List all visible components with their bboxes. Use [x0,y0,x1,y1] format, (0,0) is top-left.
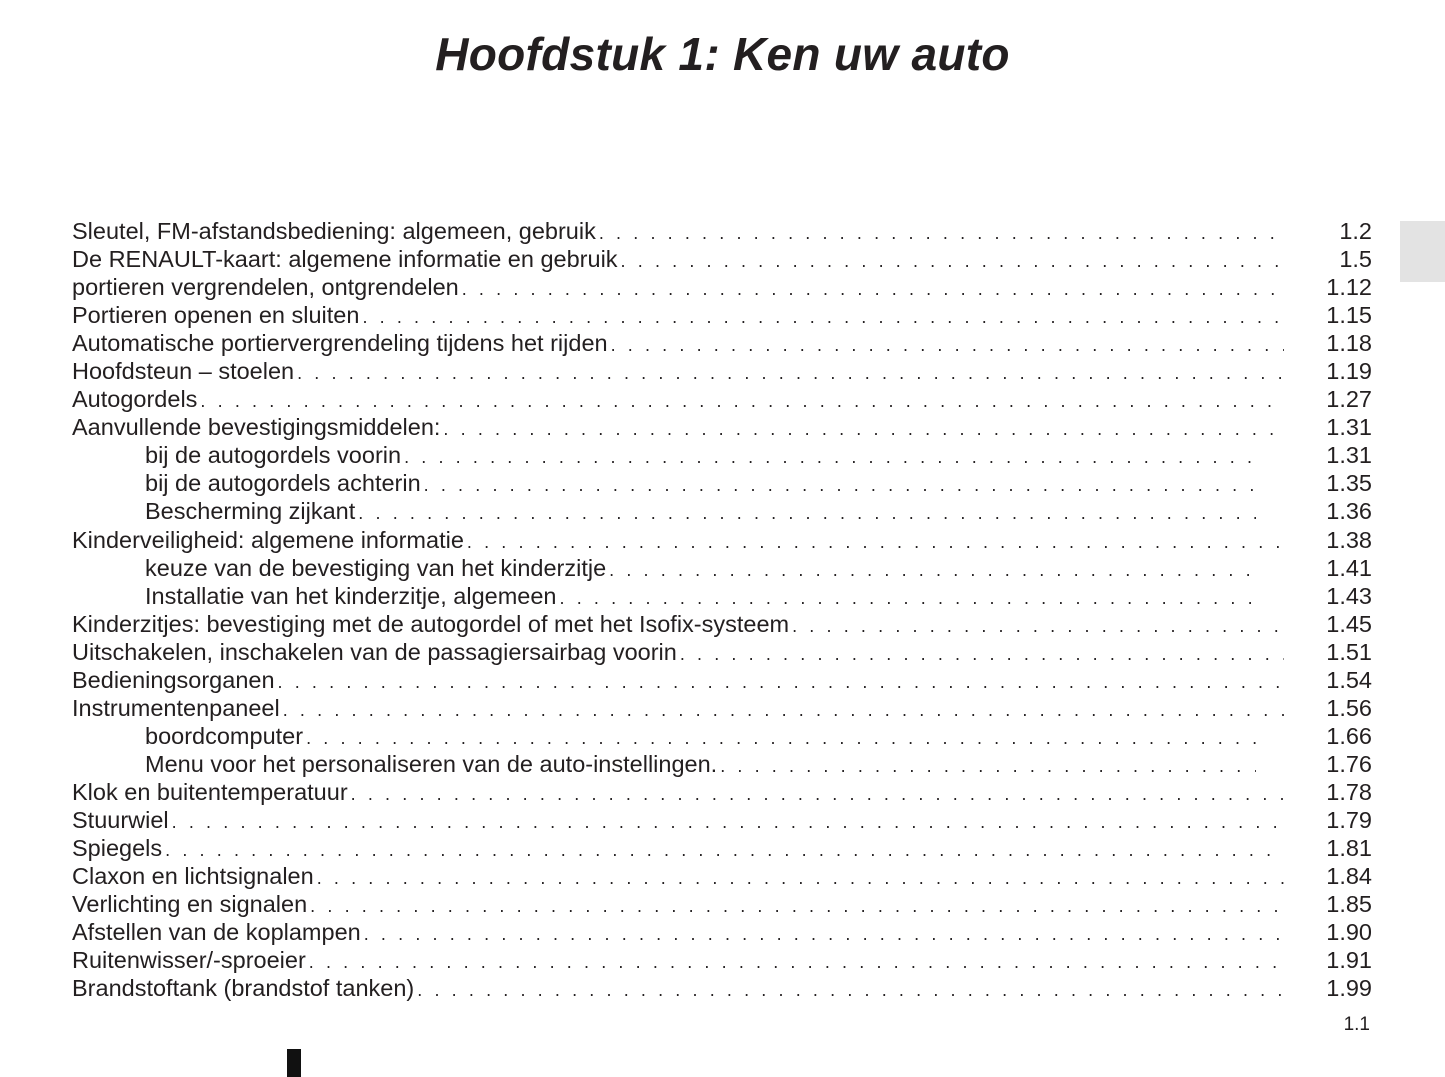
dot-leader [467,528,1284,556]
toc-entry[interactable] [72,778,1372,806]
dot-leader [680,640,1284,668]
dot-leader [364,920,1284,948]
toc-entry-label: Kinderzitjes: bevestiging met de autogordel of met het Isofix-systeem [72,610,790,637]
toc-entry-label: Hoofdsteun – stoelen [72,358,295,385]
toc-entry-label: De RENAULT-kaart: algemene informatie en gebruik [72,246,618,273]
toc-entry-label: bij de autogordels voorin [145,442,402,469]
toc-entry-label: Spiegels [72,835,163,862]
toc-entry-page: 1.56 [1326,694,1372,721]
dot-leader [200,387,1284,415]
toc-entry[interactable] [72,946,1372,974]
toc-entry-page: 1.12 [1326,274,1372,301]
toc-subentry[interactable] [72,750,1372,778]
toc-entry-page: 1.36 [1326,498,1372,525]
toc-subentry[interactable] [72,497,1372,525]
toc-entry[interactable] [72,273,1372,301]
dot-leader [278,668,1284,696]
toc-entry-label: Menu voor het personaliseren van de auto-instellingen. [145,750,718,777]
toc-entry-page: 1.85 [1326,891,1372,918]
dot-leader [443,415,1284,443]
toc-entry-page: 1.15 [1326,302,1372,329]
toc-subentry[interactable] [72,582,1372,610]
toc-entry-label: Bedieningsorganen [72,666,275,693]
toc-entry-page: 1.91 [1326,947,1372,974]
toc-entry[interactable] [72,890,1372,918]
dot-leader [351,780,1284,808]
toc-entry[interactable] [72,638,1372,666]
toc-entry-page: 1.66 [1326,722,1372,749]
dot-leader [424,471,1256,499]
dot-leader [611,331,1284,359]
table-of-contents [72,217,1372,1002]
dot-leader [297,359,1284,387]
toc-entry-page: 1.99 [1326,975,1372,1002]
dot-leader [172,808,1284,836]
toc-entry-label: Aanvullende bevestigingsmiddelen: [72,414,441,441]
toc-entry[interactable] [72,918,1372,946]
toc-entry[interactable] [72,834,1372,862]
toc-entry-label: Portieren openen en sluiten [72,302,360,329]
toc-entry-page: 1.5 [1339,246,1372,273]
toc-entry[interactable] [72,862,1372,890]
dot-leader [417,976,1284,1004]
toc-entry-page: 1.54 [1326,666,1372,693]
toc-entry-label: Automatische portiervergrendeling tijdens het rijden [72,330,608,357]
page-number: 1.1 [1343,1014,1370,1035]
toc-entry-page: 1.51 [1326,638,1372,665]
dot-leader [599,219,1284,247]
toc-entry-label: Uitschakelen, inschakelen van de passagiersairbag voorin [72,638,677,665]
toc-entry-label: boordcomputer [145,722,304,749]
toc-entry-label: Klok en buitentemperatuur [72,778,348,805]
toc-entry-label: Afstellen van de koplampen [72,919,361,946]
toc-entry-label: bij de autogordels achterin [145,470,421,497]
toc-entry-page: 1.76 [1326,750,1372,777]
dot-leader [358,499,1256,527]
dot-leader [404,443,1256,471]
toc-entry-label: Ruitenwisser/-sproeier [72,947,306,974]
chapter-thumb-tab [1400,221,1445,282]
toc-entry-page: 1.31 [1326,414,1372,441]
toc-entry[interactable] [72,329,1372,357]
toc-entry[interactable] [72,806,1372,834]
toc-entry-label: Sleutel, FM-afstandsbediening: algemeen, gebruik [72,218,596,244]
dot-leader [306,724,1256,752]
toc-entry[interactable] [72,610,1372,638]
toc-entry-label: Autogordels [72,386,198,413]
dot-leader [462,275,1284,303]
toc-entry-page: 1.84 [1326,863,1372,890]
toc-entry-label: Installatie van het kinderzitje, algemeen [145,582,557,609]
crop-mark [287,1049,301,1077]
toc-entry-page: 1.81 [1326,835,1372,862]
dot-leader [165,836,1284,864]
toc-entry-page: 1.31 [1326,442,1372,469]
dot-leader [283,696,1284,724]
toc-entry-label: portieren vergrendelen, ontgrendelen [72,274,459,301]
toc-entry[interactable] [72,694,1372,722]
toc-entry[interactable] [72,385,1372,413]
dot-leader [621,247,1284,275]
toc-entry-label: Bescherming zijkant [145,498,356,525]
toc-entry[interactable] [72,974,1372,1002]
toc-entry-page: 1.45 [1326,610,1372,637]
toc-entry-page: 1.90 [1326,919,1372,946]
dot-leader [310,892,1284,920]
toc-subentry[interactable] [72,722,1372,750]
dot-leader [362,303,1284,331]
toc-subentry[interactable] [72,554,1372,582]
dot-leader [309,948,1284,976]
toc-entry-label: Kinderveiligheid: algemene informatie [72,526,464,553]
toc-entry-label: Verlichting en signalen [72,891,308,918]
toc-entry[interactable] [72,666,1372,694]
toc-entry-label: Claxon en lichtsignalen [72,863,314,890]
toc-subentry[interactable] [72,469,1372,497]
toc-entry-page: 1.38 [1326,526,1372,553]
dot-leader [609,556,1256,584]
chapter-title: Hoofdstuk 1: Ken uw auto [435,28,1010,80]
toc-entry-page: 1.2 [1339,218,1372,244]
toc-entry-page: 1.18 [1326,330,1372,357]
toc-entry-label: Brandstoftank (brandstof tanken) [72,975,415,1002]
toc-entry-page: 1.79 [1326,806,1372,833]
toc-entry-label: Instrumentenpaneel [72,694,280,721]
dot-leader [317,864,1284,892]
toc-entry-label: keuze van de bevestiging van het kinderzitje [145,554,607,581]
toc-entry[interactable] [72,245,1372,273]
toc-entry[interactable] [72,526,1372,554]
dot-leader [560,584,1257,612]
toc-entry-page: 1.35 [1326,470,1372,497]
toc-entry-page: 1.41 [1326,554,1372,581]
toc-entry[interactable] [72,357,1372,385]
toc-subentry[interactable] [72,441,1372,469]
toc-entry-page: 1.27 [1326,386,1372,413]
dot-leader [720,752,1256,780]
toc-entry[interactable] [72,217,1372,245]
toc-entry-page: 1.43 [1326,582,1372,609]
toc-entry-label: Stuurwiel [72,806,169,833]
toc-entry[interactable] [72,301,1372,329]
toc-entry-page: 1.19 [1326,358,1372,385]
toc-entry-page: 1.78 [1326,778,1372,805]
toc-entry[interactable] [72,413,1372,441]
dot-leader [792,612,1284,640]
